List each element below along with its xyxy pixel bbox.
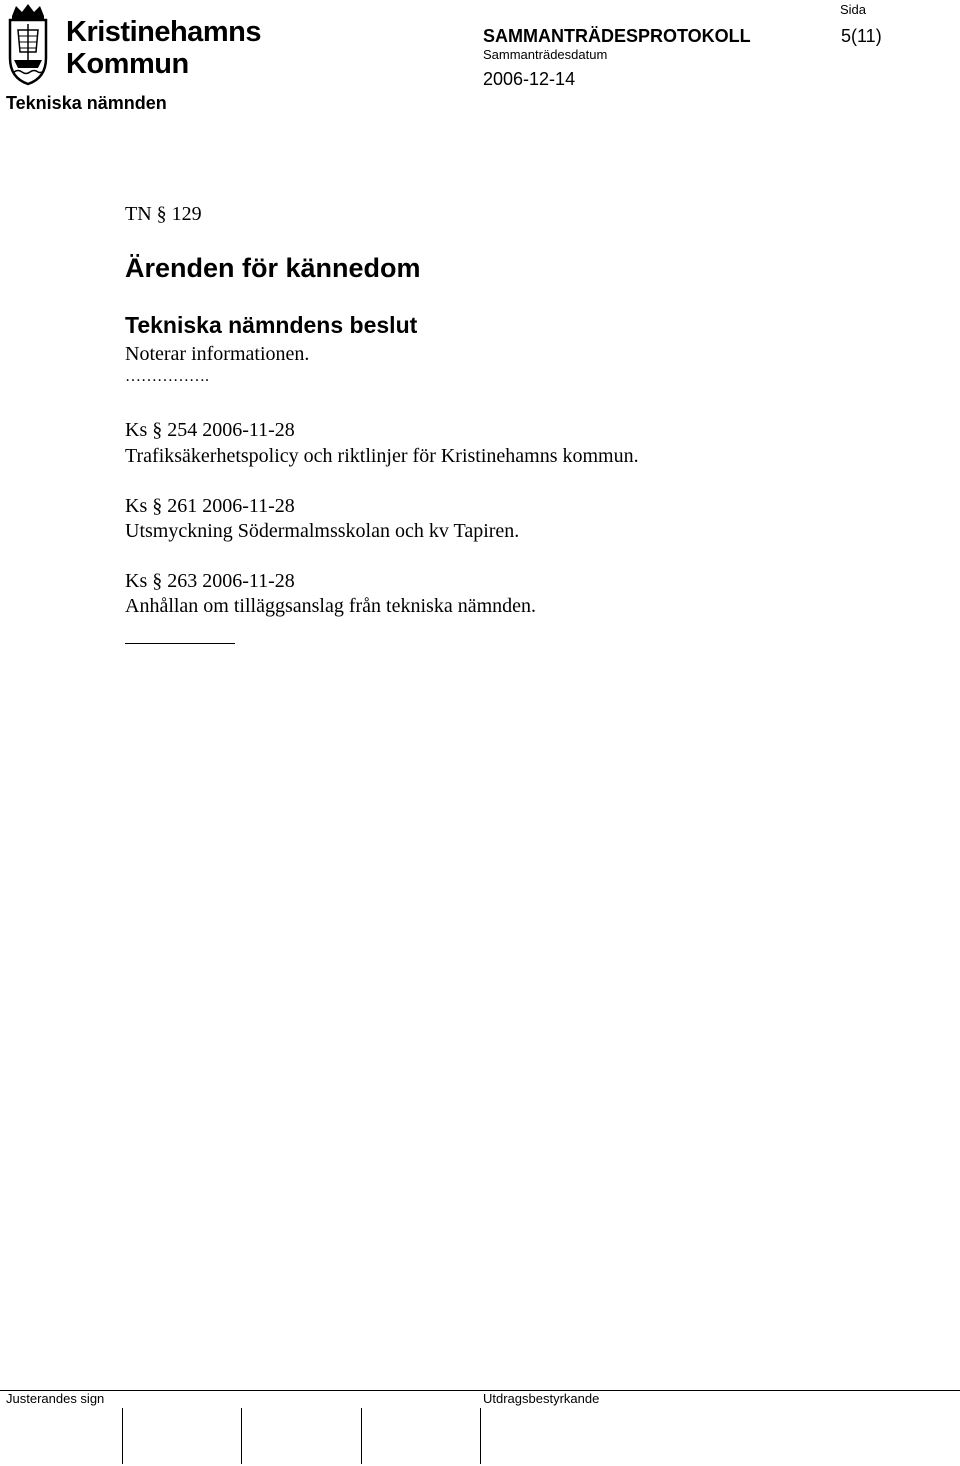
item-ref-3: Ks § 263 2006-11-28 bbox=[125, 570, 295, 592]
kristinehamns-kommun-logo bbox=[6, 2, 261, 86]
meeting-date-value: 2006-12-14 bbox=[483, 69, 576, 89]
decision-text: Noterar informationen. bbox=[125, 343, 310, 365]
item-ref-2: Ks § 261 2006-11-28 bbox=[125, 495, 295, 517]
paragraph-number: TN § 129 bbox=[125, 203, 202, 225]
page-title: Ärenden för kännedom bbox=[125, 253, 421, 283]
sign-label: Justerandes sign bbox=[6, 1391, 105, 1406]
meeting-date-label: Sammanträdesdatum bbox=[483, 47, 608, 62]
end-rule bbox=[125, 643, 235, 644]
sign-box-divider bbox=[122, 1408, 123, 1464]
logo-org-line2: Kommun bbox=[66, 48, 189, 80]
footer-rule bbox=[0, 1390, 960, 1391]
page-number: 5(11) bbox=[841, 26, 882, 46]
certify-label: Utdragsbestyrkande bbox=[483, 1391, 600, 1406]
separator-dots: ……………. bbox=[125, 368, 209, 385]
item-ref-1: Ks § 254 2006-11-28 bbox=[125, 419, 295, 441]
decision-heading: Tekniska nämndens beslut bbox=[125, 312, 418, 338]
page-label: Sida bbox=[840, 2, 867, 17]
item-text-2: Utsmyckning Södermalmsskolan och kv Tapiren. bbox=[125, 520, 520, 542]
item-text-1: Trafiksäkerhetspolicy och riktlinjer för Kristinehamns kommun. bbox=[125, 445, 639, 467]
item-text-3: Anhållan om tilläggsanslag från tekniska nämnden. bbox=[125, 595, 537, 617]
sign-box-divider bbox=[361, 1408, 362, 1464]
sign-box-divider bbox=[480, 1408, 481, 1464]
department-name: Tekniska nämnden bbox=[6, 93, 167, 113]
sign-box-divider bbox=[241, 1408, 242, 1464]
document-type: SAMMANTRÄDESPROTOKOLL bbox=[483, 26, 751, 46]
logo-org-line1: Kristinehamns bbox=[66, 16, 261, 48]
